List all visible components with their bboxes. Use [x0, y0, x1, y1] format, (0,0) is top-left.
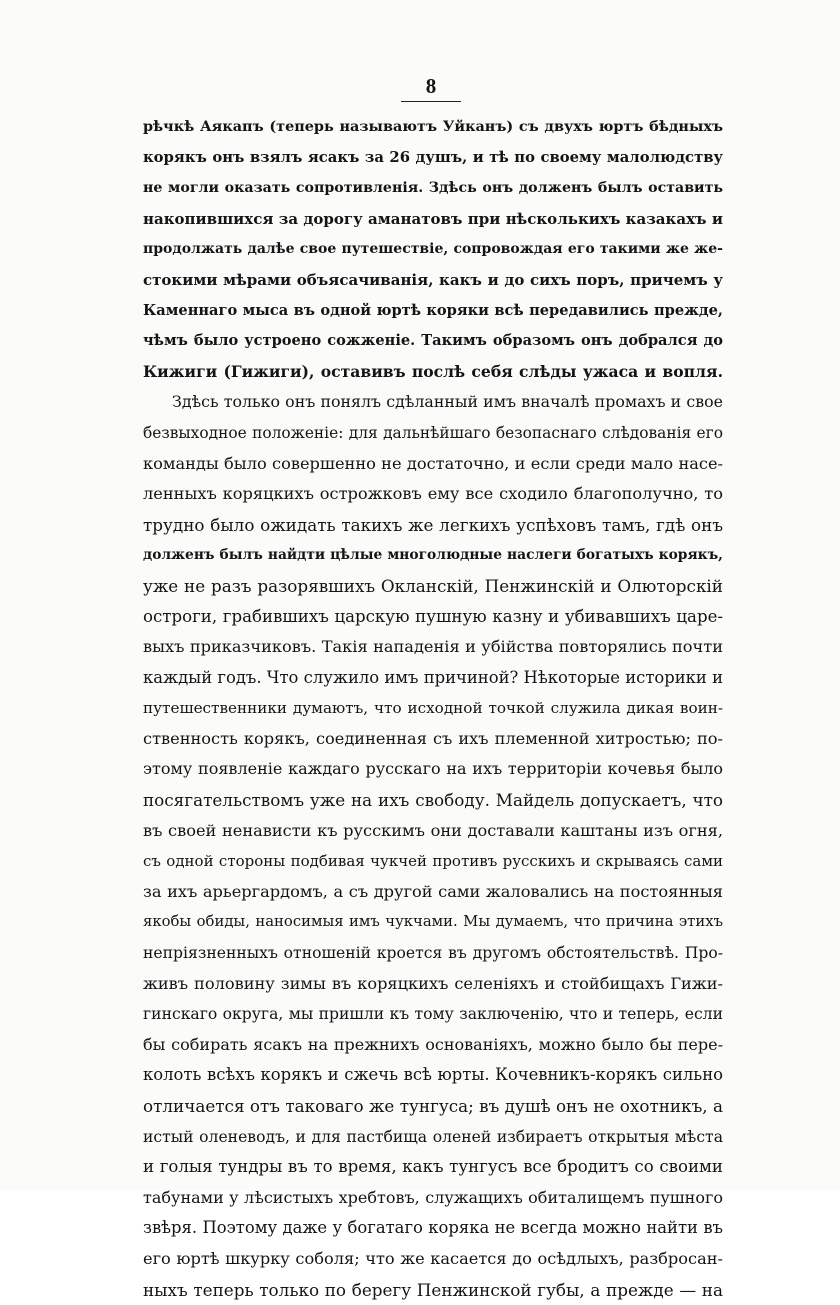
text-line: бы собирать ясакъ на прежнихъ основаніяхъ, можно было бы пере- — [143, 1034, 723, 1054]
text-line: якобы обиды, наносимыя имъ чукчами. Мы думаемъ, что причина этихъ — [143, 913, 723, 931]
text-line: въ своей ненависти къ русскимъ они доставали каштаны изъ огня, — [143, 820, 723, 840]
text-line: этому появленіе каждаго русскаго на ихъ территоріи кочевья было — [143, 759, 723, 779]
text-line: его юртѣ шкурку соболя; что же касается до осѣдлыхъ, разбросан- — [143, 1248, 723, 1268]
text-line: остроги, грабившихъ царскую пушную казну и убивавшихъ царе- — [143, 606, 723, 626]
text-line: ныхъ теперь только по берегу Пенжинской губы, а прежде — на — [143, 1279, 723, 1300]
text-line: накопившихся за дорогу аманатовъ при нѣсколькихъ казакахъ и — [143, 209, 723, 228]
paragraph-1 — [143, 112, 723, 387]
text-line: Каменнаго мыса въ одной юртѣ коряки всѣ передавились прежде, — [143, 301, 723, 319]
text-line: уже не разъ разорявшихъ Окланскій, Пенжинскій и Олюторскій — [143, 575, 723, 596]
text-line: стокими мѣрами объясачиванія, какъ и до сихъ поръ, причемъ у — [143, 270, 723, 289]
text-line: непріязненныхъ отношеній кроется въ другомъ обстоятельствѣ. Про- — [143, 944, 723, 963]
text-line: звѣря. Поэтому даже у богатаго коряка не всегда можно найти въ — [143, 1218, 723, 1238]
text-line: живъ половину зимы въ коряцкихъ селеніяхъ и стойбищахъ Гижи- — [143, 973, 723, 993]
text-line: рѣчкѣ Аякапъ (теперь называютъ Уйканъ) съ двухъ юртъ бѣдныхъ — [143, 118, 723, 135]
text-line: трудно было ожидать такихъ же легкихъ успѣховъ тамъ, гдѣ онъ — [143, 514, 723, 535]
text-line: выхъ приказчиковъ. Такія нападенія и убійства повторялись почти — [143, 637, 723, 657]
text-line: табунами у лѣсистыхъ хребтовъ, служащихъ обиталищемъ пушного — [143, 1187, 723, 1207]
text-line: не могли оказать сопротивленія. Здѣсь онъ долженъ былъ оставить — [143, 180, 723, 197]
text-line: ственность корякъ, соединенная съ ихъ племенной хитростью; по- — [143, 728, 723, 748]
text-line: продолжать далѣе свое путешествіе, сопровождая его такими же же- — [143, 241, 723, 258]
text-line: посягательствомъ уже на ихъ свободу. Майдель допускаетъ, что — [143, 790, 723, 811]
text-line: команды было совершенно не достаточно, и если среди мало насе- — [143, 453, 723, 473]
page-number-rule — [401, 101, 461, 102]
text-line: Кижиги (Гижиги), оставивъ послѣ себя слѣды ужаса и вопля. — [143, 361, 723, 381]
text-line: Здѣсь только онъ понялъ сдѣланный имъ вначалѣ промахъ и свое — [172, 392, 723, 412]
text-line: гинскаго округа, мы пришли къ тому заключенію, что и теперь, если — [143, 1005, 723, 1024]
text-line: за ихъ арьергардомъ, а съ другой сами жаловались на постоянныя — [143, 881, 723, 901]
text-line: корякъ онъ взялъ ясакъ за 26 душъ, и тѣ по своему малолюдству — [143, 148, 723, 166]
text-line: каждый годъ. Что служило имъ причиной? Нѣкоторые историки и — [143, 667, 723, 687]
text-line: колоть всѣхъ корякъ и сжечь всѣ юрты. Кочевникъ-корякъ сильно — [143, 1065, 723, 1085]
text-line: отличается отъ таковаго же тунгуса; въ душѣ онъ не охотникъ, а — [143, 1096, 723, 1116]
text-line: долженъ былъ найдти цѣлые многолюдные наслеги богатыхъ корякъ, — [143, 547, 723, 564]
text-line: ленныхъ коряцкихъ острожковъ ему все сходило благополучно, то — [143, 484, 723, 504]
text-line: чѣмъ было устроено сожженіе. Такимъ образомъ онъ добрался до — [143, 332, 723, 350]
text-line: путешественники думаютъ, что исходной точкой служила дикая воин- — [143, 699, 723, 718]
page-number: 8 — [425, 74, 437, 98]
text-line: безвыходное положеніе: для дальнѣйшаго безопаснаго слѣдованія его — [143, 423, 723, 442]
text-line: и голыя тундры въ то время, какъ тунгусъ все бродитъ со своими — [143, 1157, 723, 1177]
text-line: истый оленеводъ, и для пастбища оленей избираетъ открытыя мѣста — [143, 1127, 723, 1146]
body-text — [143, 112, 723, 1305]
text-line: съ одной стороны подбивая чукчей противъ русскихъ и скрываясь сами — [143, 852, 723, 871]
paragraph-2 — [143, 387, 723, 1305]
